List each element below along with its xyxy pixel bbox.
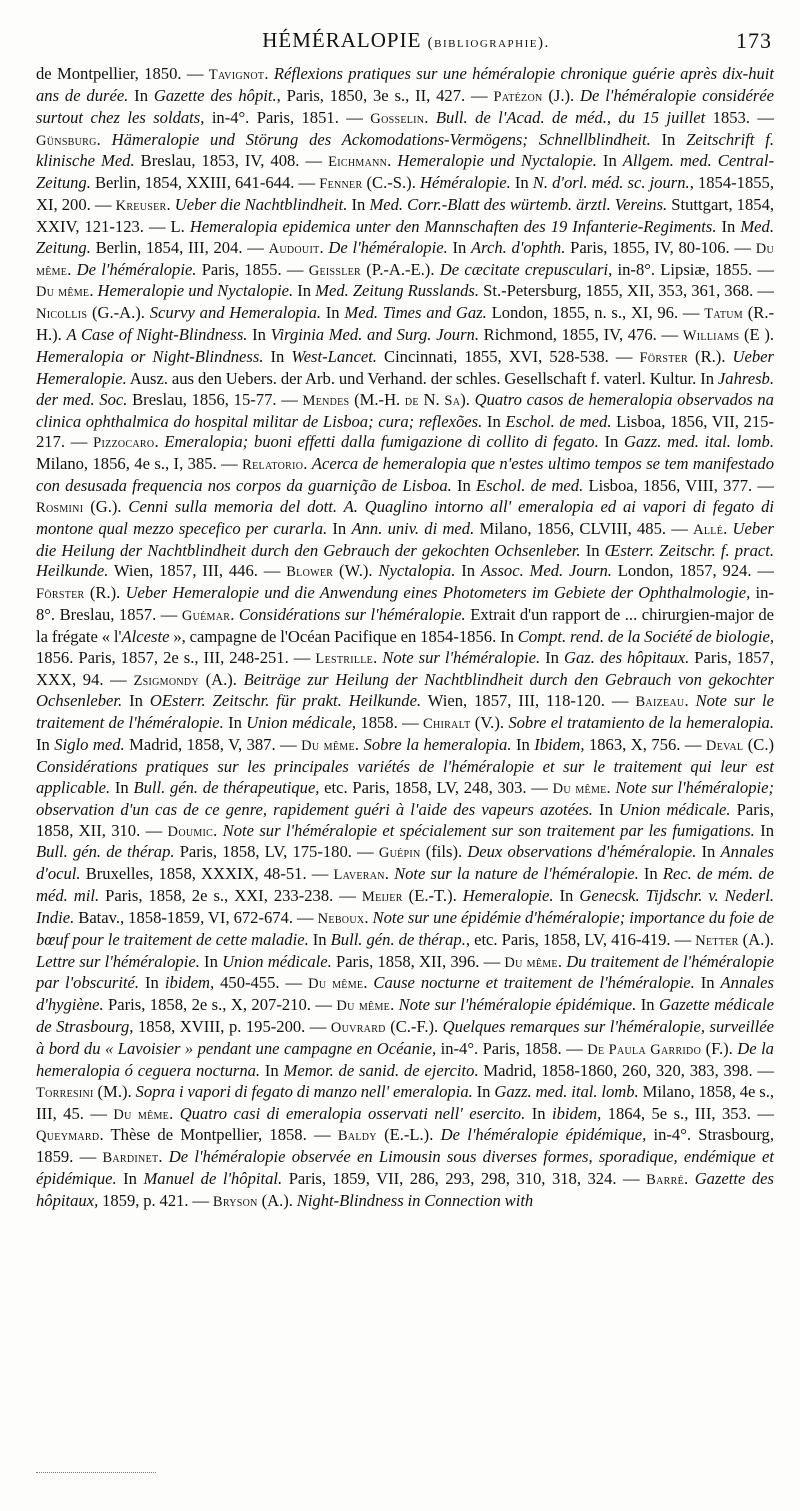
italic-title: De l'héméralopie observée en Limousin sous diverses formes, sporadique, endémique et épidémique. — [36, 1147, 775, 1189]
citation-text: In — [199, 951, 223, 971]
citation-text: . — [364, 907, 373, 927]
citation-text: , etc. Paris, 1858, LV, 416-419. — — [465, 929, 696, 949]
citation-text: In — [511, 735, 535, 755]
citation-text: . — [169, 1103, 180, 1123]
italic-title: Nyctalopia. — [378, 561, 456, 581]
citation-text: In — [247, 325, 271, 345]
bibliography-entry — [113, 1104, 774, 1123]
author-name: Deval — [705, 738, 744, 755]
author-name: De Paula Garrido — [587, 1041, 702, 1058]
citation-text: in-8°. Lipsiæ, 1855. — — [612, 259, 775, 279]
bibliography-entry — [36, 281, 774, 300]
citation-text: (A.). — [257, 1190, 297, 1210]
citation-text: . — [67, 259, 77, 279]
citation-text: etc. Paris, 1858, LV, 248, 303. — — [319, 777, 553, 797]
author-name: Zsigmondy — [133, 672, 199, 689]
author-name: Kreuser — [115, 198, 167, 215]
author-name: Förster — [639, 349, 689, 366]
citation-text: In — [139, 973, 165, 993]
italic-title: De la hemeralopia ó ceguera nocturna. — [36, 1038, 774, 1080]
citation-text: (P.-A.-E.). — [361, 259, 440, 279]
citation-text: Paris, 1858, XII, 396. — — [331, 951, 505, 971]
author-name: Ouvrard — [330, 1020, 386, 1037]
citation-text: . — [154, 432, 165, 452]
italic-title: Med. Zeitung. — [36, 216, 774, 257]
italic-title: ibidem, — [164, 973, 215, 993]
page-subtitle: (bibliographie). — [427, 35, 550, 51]
author-name: Du même — [301, 738, 355, 755]
author-name: Torresini — [36, 1084, 94, 1101]
italic-title: Hemeralopie. — [462, 886, 554, 906]
citation-text: In — [321, 303, 345, 323]
italic-title: Med. Corr.-Blatt des würtemb. ärztl. Vereins. — [369, 195, 668, 215]
italic-title: Manuel de l'hôpital. — [143, 1169, 283, 1189]
citation-text: Breslau, 1853, IV, 408. — — [134, 151, 329, 171]
italic-title: Sobre el tratamiento de la hemeralopia. — [508, 713, 774, 733]
author-name: Du même — [336, 998, 391, 1015]
citation-text: (C.-F.). — [385, 1017, 443, 1037]
citation-text: 1858, XVIII, p. 195-200. — — [133, 1017, 331, 1037]
italic-title: De l'héméralopie épidémique, — [440, 1125, 647, 1145]
citation-text: (V.). — [470, 713, 509, 733]
author-name: Lestrille — [315, 650, 374, 667]
citation-text: Bruxelles, 1858, XXXIX, 48-51. — — [80, 864, 334, 884]
italic-title: Lettre sur l'héméralopie. — [36, 951, 200, 971]
italic-title: Ueber die Nachtblindheit. — [174, 195, 348, 215]
bibliography-entry — [301, 735, 706, 754]
citation-text: In — [636, 995, 659, 1015]
italic-title: Ann. univ. di med. — [351, 518, 475, 538]
citation-text: 1858. — — [356, 713, 423, 733]
citation-text: Paris, 1858, XII, 310. — — [36, 799, 775, 840]
author-name: Williams — [682, 328, 740, 345]
italic-title: Quatro casi di emeralopia osservati nell' esercito. — [179, 1103, 526, 1123]
italic-title: Gazette médicale de Strasbourg, — [36, 995, 775, 1037]
citation-text: In — [553, 886, 580, 906]
italic-title: Ibidem, — [534, 735, 585, 755]
italic-title: Ueber Hemeralopie und die Anwendung eines Photometers im Gebiete der Ophthalmologie, — [125, 583, 751, 603]
citation-text: . — [363, 973, 374, 993]
citation-text: . — [606, 777, 616, 797]
italic-title: Bull. gén. de thérapeutique, — [133, 777, 320, 797]
citation-text: In — [293, 281, 316, 301]
citation-text: Ausz. aus den Uebers. der Arb. und Verhand. der schles. Gesellschaft f. vaterl. Kultur. In — [126, 368, 718, 388]
italic-title: Note sur l'héméralopie et spécialement sur son traitement par les fumigations. — [222, 820, 755, 840]
citation-text: In — [596, 151, 623, 171]
italic-title: Emeralopia; buoni effetti dalla fumigazione di collito di fegato. — [164, 432, 599, 452]
citation-text: In — [482, 411, 506, 431]
italic-title: Gazz. med. ital. lomb. — [624, 432, 774, 452]
italic-title: West-Lancet. — [291, 346, 377, 366]
citation-text: (E ). — [739, 325, 774, 345]
citation-text: in-8°. Breslau, 1857. — — [36, 583, 774, 625]
citation-text: in-4°. Strasbourg, 1859. — — [36, 1125, 775, 1167]
italic-title: Acerca de hemeralopia que n'estes ultimo tempos se tem manifestado con desusada frequencia nos corpos da guarnição de Lisboa. — [36, 454, 774, 496]
citation-text: . — [96, 129, 112, 149]
citation-text: Milano, 1858, 4e s., III, 45. — — [36, 1081, 774, 1123]
citation-text: . — [684, 1169, 695, 1189]
citation-text: In — [128, 85, 154, 105]
author-name: Bryson — [212, 1193, 258, 1210]
italic-title: Gazette des hôpit. — [153, 85, 277, 105]
citation-text: N. — [418, 389, 445, 409]
author-name: Gosselin — [370, 110, 425, 127]
citation-text: Paris, 1855, IV, 80-106. — — [565, 237, 756, 257]
citation-text: (R.-H.). — [36, 303, 774, 345]
author-name: Netter — [695, 932, 739, 949]
italic-title: ibidem, — [551, 1103, 602, 1123]
citation-text: Berlin, 1854, XXIII, 641-644. — — [90, 173, 320, 193]
italic-title: A Case of Night-Blindness. — [66, 325, 248, 345]
citation-text: . — [158, 1147, 169, 1167]
bibliography-entry — [370, 108, 774, 127]
citation-text: Extrait d'un rapport de ... chirurgien-major de la frégate « l' — [36, 605, 774, 646]
citation-text: . — [354, 735, 364, 755]
italic-title: De l'héméralopie considérée surtout chez les soldats, — [36, 85, 775, 127]
author-name: Blower — [286, 564, 334, 581]
citation-text: (G.). — [83, 496, 129, 516]
citation-text: de Montpellier, 1850. — — [36, 64, 209, 83]
citation-text: . — [319, 237, 329, 257]
italic-title: Hemeralopia or Night-Blindness. — [36, 346, 264, 366]
citation-text: . — [684, 691, 696, 711]
bibliography-entry — [36, 1125, 338, 1144]
citation-text: 1859, p. 421. — — [98, 1190, 213, 1210]
italic-title: Sobre la hemeralopia. — [363, 735, 512, 755]
bibliography-text — [36, 64, 774, 1213]
author-name: Fenner — [319, 176, 363, 193]
italic-title: Memor. de sanid. de ejercito. — [283, 1060, 479, 1080]
running-title — [40, 28, 772, 53]
citation-text: 1863, X, 756. — — [584, 735, 706, 755]
citation-text: London, 1855, n. s., XI, 96. — — [486, 303, 705, 323]
citation-text: Richmond, 1855, IV, 476. — — [478, 325, 683, 345]
citation-text: . — [89, 281, 98, 301]
italic-title: Note sur l'héméralopie épidémique. — [398, 995, 637, 1015]
author-name: de — [404, 392, 419, 409]
italic-title: Beiträge zur Heilung der Nachtblindheit durch den Gebrauch von gekochter Ochsenleber. — [36, 669, 774, 711]
author-name: Neboux — [317, 910, 365, 927]
italic-title: Bull. gén. de thérap. — [36, 842, 175, 862]
italic-title: Rec. de mém. de méd. mil. — [36, 864, 774, 906]
author-name: Bardinet — [102, 1150, 159, 1167]
author-name: Mendes — [302, 392, 350, 409]
citation-text: », campagne de l'Océan Pacifique en 1854-1856. In — [169, 626, 518, 646]
author-name: Queymard — [36, 1128, 100, 1145]
italic-title: Du traitement de l'héméralopie par l'obscurité. — [36, 951, 775, 993]
italic-title: Night-Blindness in Connection with — [296, 1190, 534, 1210]
citation-text: . — [166, 195, 175, 215]
citation-text: , Paris, 1850, 3e s., II, 427. — — [276, 85, 494, 105]
author-name: Rosmini — [36, 499, 84, 516]
citation-text: (M.). — [93, 1081, 136, 1101]
author-name: Günsburg — [36, 132, 97, 149]
author-name: Guépin — [378, 845, 421, 862]
italic-title: Quelques remarques sur l'héméralopie, surveillée à bord du « Lavoisier » pendant une campagne en Océanie, — [36, 1017, 774, 1058]
author-name: Baldy — [337, 1128, 377, 1145]
italic-title: Genecsk. Tijdschr. v. Nederl. Indie. — [36, 886, 774, 927]
author-name: Du même — [552, 780, 607, 797]
citation-text: In — [223, 713, 247, 733]
citation-text: . — [723, 518, 733, 538]
citation-text: Milano, 1856, CLVIII, 485. — — [474, 518, 694, 538]
author-name: Guémar — [181, 608, 231, 625]
citation-text: Paris, 1859, VII, 286, 293, 298, 310, 318, 324. — — [282, 1169, 647, 1189]
citation-text: . — [384, 864, 395, 884]
author-name: Pizzocaro — [93, 435, 155, 452]
bibliography-entry — [36, 497, 774, 538]
citation-text: In — [347, 195, 370, 215]
citation-text: In — [638, 864, 663, 884]
citation-text: Milano, 1856, 4e s., I, 385. — — [36, 454, 243, 474]
citation-text: In — [116, 1169, 144, 1189]
citation-text: In — [754, 820, 775, 840]
italic-title: Réflexions pratiques sur une héméralopie chronique guérie après dix-huit ans de durée. — [36, 64, 775, 105]
citation-text: In — [580, 540, 605, 560]
citation-text: Berlin, 1854, III, 204. — — [90, 237, 269, 257]
italic-title: Gaz. des hôpitaux. — [564, 647, 690, 667]
citation-text: Breslau, 1856, 15-77. — — [127, 389, 303, 409]
italic-title: Annales d'ocul. — [36, 842, 774, 884]
author-name: Sa — [444, 392, 461, 409]
italic-title: Quatro casos de hemeralopia observados na clinica ophthalmica do hospital militar de Lisboa; cura; reflexões. — [36, 389, 774, 431]
citation-text: Wien, 1857, III, 118-120. — — [421, 691, 636, 711]
author-name: Du même — [504, 954, 558, 971]
citation-text: (A.). — [198, 669, 244, 689]
citation-text: L. — [170, 216, 190, 236]
italic-title: Compt. rend. de la Société de biologie, — [517, 626, 774, 646]
italic-title: Considérations pratiques sur les principales variétés de l'héméralopie et sur le traitement qui leur est applicable. — [36, 757, 774, 797]
italic-title: Union médicale. — [222, 951, 332, 971]
citation-text: . — [390, 995, 399, 1015]
italic-title: Alceste — [121, 626, 170, 646]
citation-text: 1864, 5e s., III, 353. — — [601, 1103, 775, 1123]
italic-title: Hemeralopia epidemica unter den Mannschaften des 19 Infanterie-Regiments. — [189, 216, 717, 236]
citation-text: Cincinnati, 1855, XVI, 528-538. — — [376, 346, 640, 366]
bibliography-entry — [36, 303, 704, 322]
italic-title: Bull. gén. de thérap. — [330, 929, 466, 949]
italic-title: Ueber die Heilung der Nachtblindheit durch den Gebrauch der gekochten Ochsenleber. — [36, 518, 774, 560]
citation-text: Paris, 1855. — — [196, 259, 309, 279]
citation-text: In — [716, 216, 741, 236]
italic-title: OEsterr. Zeitschr. für prakt. Heilkunde. — [149, 691, 422, 711]
running-head — [40, 28, 772, 58]
citation-text: . — [387, 151, 398, 171]
italic-title: De cæcitate crepusculari, — [439, 259, 613, 279]
italic-title: Arch. d'ophth. — [471, 237, 566, 257]
citation-text: in-4°. Paris, 1858. — — [436, 1038, 588, 1058]
citation-text: In — [308, 929, 331, 949]
citation-text: (R.). — [84, 583, 126, 603]
citation-text: Paris, 1858, 2e s., X, 207-210. — — [103, 995, 337, 1015]
author-name: Tavignot — [208, 67, 265, 83]
italic-title: Cause nocturne et traitement de l'héméralopie. — [373, 973, 695, 993]
italic-title: Héméralopie. — [419, 173, 511, 193]
italic-title: Union médicale. — [618, 799, 731, 819]
citation-text: In — [260, 1060, 284, 1080]
citation-text: (J.). — [542, 85, 580, 105]
author-name: Du même — [308, 976, 364, 993]
page-number: 173 — [736, 28, 772, 53]
italic-title: Bull. de l'Acad. de méd., du 15 juillet — [435, 107, 706, 127]
italic-title: Zeitschrift f. klinische Med. — [36, 129, 774, 171]
italic-title: Œsterr. Zeitschr. f. pract. Heilkunde. — [36, 540, 774, 581]
citation-text: In — [650, 129, 687, 149]
author-name: Relatorio — [242, 457, 304, 474]
italic-title: Note sur le traitement de l'héméralopie. — [36, 691, 774, 733]
italic-title: Annales d'hygiène. — [36, 973, 774, 1015]
citation-text: , 1854-1855, XI, 200. — — [36, 173, 774, 215]
bibliography-paragraph — [36, 64, 774, 1213]
citation-text: Batav., 1858-1859, VI, 672-674. — — [74, 907, 318, 927]
citation-text: In — [451, 476, 477, 496]
italic-title: Note sur une épidémie d'héméralopie; importance du foie de bœuf pour le traitement de cette maladie. — [36, 907, 774, 949]
citation-text: 450-455. — — [214, 973, 309, 993]
italic-title: Considérations sur l'héméralopie. — [238, 605, 466, 625]
citation-text: In — [455, 561, 481, 581]
author-name: Doumic — [167, 823, 214, 840]
author-name: Du même — [36, 240, 774, 279]
citation-text: . — [213, 820, 223, 840]
citation-text: . — [424, 107, 436, 127]
citation-text: London, 1857, 924. — — [611, 561, 774, 581]
author-name: Du même — [113, 1106, 170, 1123]
italic-title: De l'héméralopie. — [328, 237, 448, 257]
italic-title: De l'héméralopie. — [76, 259, 197, 279]
citation-text: (E.-T.). — [402, 886, 463, 906]
italic-title: Cenni sulla memoria del dott. A. Quaglino intorno all' emeralopia ed ai vapori di fegato di montone qual mezzo specefico per curarla. — [36, 496, 774, 538]
author-name: Audouit — [268, 240, 320, 257]
citation-text: Madrid, 1858-1860, 260, 320, 383, 398. — — [478, 1060, 774, 1080]
italic-title: Scurvy and Hemeralopia. — [149, 303, 322, 323]
citation-text: . — [230, 605, 239, 625]
citation-text: (C.) — [743, 735, 775, 755]
citation-text: Paris, 1858, LV, 175-180. — — [174, 842, 379, 862]
italic-title: Note sur l'héméralopie; observation d'un cas de ce genre, rapidement guéri à l'aide des vapeurs azotées. — [36, 777, 775, 819]
citation-text: In — [263, 346, 292, 366]
italic-title: Note sur la nature de l'héméralopie. — [394, 864, 639, 884]
citation-text: . Thèse de Montpellier, 1858. — — [99, 1125, 338, 1145]
italic-title: Sopra i vapori di fegato di manzo nell' emeralopia. — [135, 1081, 473, 1101]
citation-text: Paris, 1858, 2e s., XXI, 233-238. — — [99, 886, 362, 906]
italic-title: Gazette des hôpitaux, — [36, 1169, 775, 1210]
italic-title: Eschol. de med. — [505, 411, 612, 431]
citation-text: Wien, 1857, III, 446. — — [108, 561, 287, 581]
italic-title: Hämeralopie und Störung des Ackomodations-Vermögens; Schnellblindheit. — [111, 129, 651, 149]
citation-text: In — [110, 777, 134, 797]
author-name: Barré — [646, 1172, 685, 1189]
italic-title: Gazz. med. ital. lomb. — [494, 1081, 639, 1101]
citation-text: 1853. — — [705, 107, 774, 127]
citation-text: (fils). — [420, 842, 468, 862]
bibliography-entry — [269, 238, 756, 257]
italic-title: Med. Zeitung Russlands. — [315, 281, 480, 301]
citation-text: (A.). — [738, 929, 774, 949]
citation-text: In — [472, 1081, 495, 1101]
citation-text: Lisboa, 1856, VIII, 377. — — [583, 476, 774, 496]
bibliography-entry — [213, 1191, 533, 1210]
author-name: Meijer — [361, 889, 403, 906]
citation-text: Stuttgart, 1854, XXIV, 121-123. — — [36, 195, 775, 236]
author-name: Geissler — [308, 262, 362, 279]
author-name: Baizeau — [635, 694, 685, 711]
citation-text: In — [122, 691, 150, 711]
author-name: Laveran — [333, 867, 385, 884]
italic-title: Ueber Hemeralopie. — [36, 346, 774, 388]
italic-title: Union médicale, — [246, 713, 357, 733]
citation-text: 1856. Paris, 1857, 2e s., III, 248-251. — — [36, 647, 316, 667]
citation-text: In — [696, 842, 721, 862]
bibliography-entry — [309, 260, 774, 279]
citation-text: (E.-L.). — [376, 1125, 441, 1145]
page-title: HÉMÉRALOPIE — [262, 28, 422, 52]
citation-text: . — [557, 951, 567, 971]
citation-text: In — [694, 973, 721, 993]
citation-text: In — [327, 518, 352, 538]
citation-text: In — [36, 735, 55, 755]
italic-title: Med. Times and Gaz. — [344, 303, 487, 323]
author-name: Chiralt — [422, 716, 471, 733]
citation-text: . — [373, 647, 383, 667]
italic-title: Assoc. Med. Journ. — [480, 561, 612, 581]
citation-text: . — [303, 454, 312, 474]
citation-text: In — [598, 432, 625, 452]
italic-title: Hemeralopie und Nyctalopie. — [397, 151, 597, 171]
citation-text: In — [447, 237, 472, 257]
citation-text: St.-Petersburg, 1855, XII, 353, 361, 368. — — [479, 281, 774, 301]
citation-text: . — [264, 64, 274, 83]
author-name: Förster — [36, 586, 85, 603]
page-bottom-rule — [36, 1472, 156, 1473]
italic-title: Allgem. med. Central-Zeitung. — [36, 151, 774, 193]
author-name: Eichmann — [328, 154, 388, 171]
citation-text: ). — [460, 389, 475, 409]
citation-text: In — [510, 173, 533, 193]
citation-text: (G.-A.). — [87, 303, 150, 323]
citation-text: in-4°. Paris, 1851. — — [204, 107, 371, 127]
author-name: Tatum — [704, 306, 743, 323]
citation-text: Paris, 1857, XXX, 94. — — [36, 647, 775, 689]
italic-title: Siglo med. — [54, 735, 125, 755]
italic-title: Hemeralopie und Nyctalopie. — [97, 281, 294, 301]
italic-title: Deux observations d'héméralopie. — [467, 842, 697, 862]
citation-text: Madrid, 1858, V, 387. — — [124, 735, 302, 755]
citation-text: In — [592, 799, 619, 819]
italic-title: Virginia Med. and Surg. Journ. — [270, 325, 479, 345]
author-name: Allé — [693, 521, 724, 538]
citation-text: (C.-S.). — [362, 173, 420, 193]
citation-text: In — [540, 647, 564, 667]
citation-text: (R.). — [688, 346, 733, 366]
author-name: Patézon — [493, 88, 543, 105]
italic-title: N. d'orl. méd. sc. journ. — [532, 173, 690, 193]
citation-text: (W.). — [333, 561, 379, 581]
italic-title: Note sur l'héméralopie. — [382, 647, 541, 667]
bibliography-entry — [286, 561, 774, 580]
citation-text: In — [525, 1103, 552, 1123]
italic-title: Jahresb. der med. Soc. — [36, 368, 774, 409]
italic-title: Eschol. de med. — [476, 476, 584, 496]
author-name: Nicollis — [36, 306, 88, 323]
citation-text: (M.-H. — [349, 389, 405, 409]
citation-text: Lisboa, 1856, VII, 215-217. — — [36, 411, 774, 452]
citation-text: (F.). — [701, 1038, 738, 1058]
author-name: Du même — [36, 284, 90, 301]
